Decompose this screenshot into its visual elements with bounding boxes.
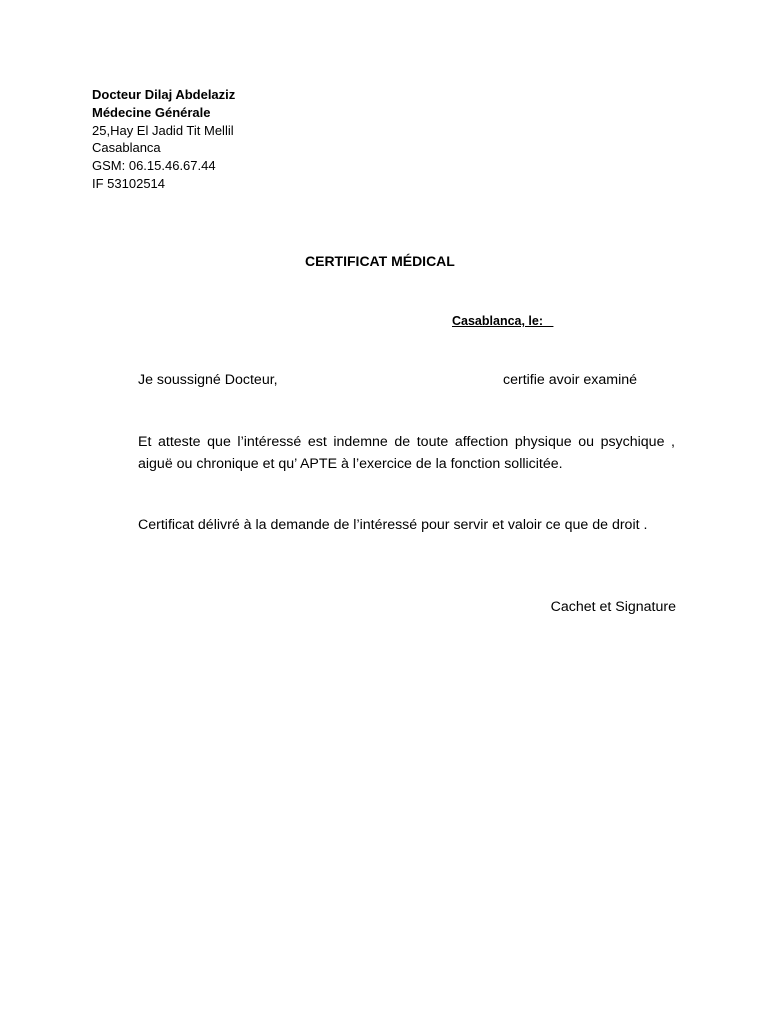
signature-label: Cachet et Signature — [550, 599, 676, 615]
doctor-city: Casablanca — [92, 140, 161, 156]
doctor-specialty: Médecine Générale — [92, 104, 211, 120]
intro-line — [138, 370, 675, 392]
intro-right-text: certifie avoir examiné — [503, 372, 638, 388]
doctor-tax-id: IF 53102514 — [92, 175, 166, 191]
attestation-paragraph: Et atteste que l’intéressé est indemne de toute affection physique ou psychique , aiguë ou chronique et qu’ APTE à l’exercice de la fonction sollicitée. — [138, 434, 675, 472]
doctor-header — [92, 86, 235, 193]
doctor-address: 25,Hay El Jadid Tit Mellil — [92, 122, 234, 138]
delivery-paragraph: Certificat délivré à la demande de l’intéressé pour servir et valoir ce que de droit . — [138, 517, 648, 533]
intro-left-text: Je soussigné Docteur, — [138, 372, 278, 388]
document-title: CERTIFICAT MÉDICAL — [305, 253, 455, 269]
doctor-phone: GSM: 06.15.46.67.44 — [92, 158, 216, 174]
doctor-name: Docteur Dilaj Abdelaziz — [92, 87, 236, 102]
date-line: Casablanca, le: — [452, 314, 554, 328]
